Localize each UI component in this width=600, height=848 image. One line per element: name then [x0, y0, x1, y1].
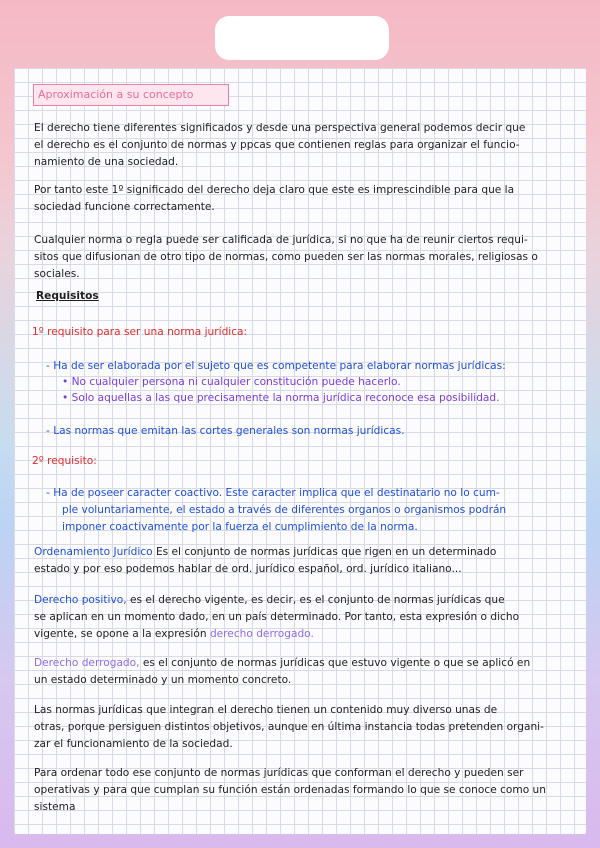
positivo-end-term: derecho derrogado.	[209, 628, 314, 640]
paragraph-1-line-2: el derecho es el conjunto de normas y ppcas que contienen reglas para organizar el funcio-	[34, 139, 520, 151]
positivo-line-3	[34, 626, 314, 643]
requirement-1-bullet: - Ha de ser elaborada por el sujeto que es competente para elaborar normas jurídicas:	[46, 360, 506, 372]
notes-content	[14, 68, 586, 834]
positivo-term: Derecho positivo,	[34, 594, 127, 606]
paragraph-5-line-1: Para ordenar todo ese conjunto de normas jurídicas que conforman el derecho y pueden ser	[34, 767, 524, 779]
paragraph-4-line-1: Las normas jurídicas que integran el derecho tienen un contenido muy diverso unas de	[34, 704, 498, 716]
derogado-definition: es el conjunto de normas jurídicas que estuvo vigente o que se aplicó en	[142, 657, 531, 669]
paragraph-4-line-2: otras, porque persiguen distintos objetivos, aunque en última instancia todas pretenden organi-	[34, 721, 544, 733]
positivo-line-3-text: vigente, se opone a la expresión	[34, 628, 207, 640]
paragraph-2-line-1: Por tanto este 1º significado del derecho deja claro que este es imprescindible para que la	[34, 184, 515, 196]
positivo-line-1	[34, 592, 505, 609]
requirement-2-line-3: imponer coactivamente por la fuerza el cumplimiento de la norma.	[62, 521, 418, 533]
page-title: Aproximación a su concepto	[38, 88, 194, 101]
requirement-1-note: - Las normas que emitan las cortes generales son normas jurídicas.	[46, 425, 405, 437]
requirement-1-subpoint-2: • Solo aquellas a las que precisamente la norma jurídica reconoce esa posibilidad.	[62, 392, 500, 404]
paragraph-3-line-3: sociales.	[34, 268, 80, 280]
derogado-line-2: un estado determinado y un momento concreto.	[34, 674, 292, 686]
requirement-2-line-2: ple voluntariamente, el estado a través de diferentes organos o organismos podrán	[62, 504, 507, 516]
requirement-2-label: 2º requisito:	[32, 455, 97, 467]
paragraph-4-line-3: zar el funcionamiento de la sociedad.	[34, 738, 233, 750]
ordenamiento-term: Ordenamiento Jurídico	[34, 546, 153, 558]
paragraph-2-line-2: sociedad funcione correctamente.	[34, 201, 215, 213]
positivo-line-2: se aplican en un momento dado, en un país determinado. Por tanto, esta expresión o dicho	[34, 611, 520, 623]
clipboard-clip	[215, 16, 389, 60]
positivo-definition: es el derecho vigente, es decir, es el conjunto de normas jurídicas que	[129, 594, 505, 606]
paragraph-1-line-3: namiento de una sociedad.	[34, 156, 179, 168]
derogado-line-1	[34, 655, 530, 672]
requirement-1-subpoint-1: • No cualquier persona ni cualquier constitución puede hacerlo.	[62, 376, 401, 388]
ordenamiento-line-2: estado y por eso podemos hablar de ord. jurídico español, ord. jurídico italiano...	[34, 563, 462, 575]
derogado-term: Derecho derrogado,	[34, 657, 140, 669]
requirement-1-label: 1º requisito para ser una norma jurídica:	[32, 326, 248, 338]
ordenamiento-line-1	[34, 544, 496, 561]
paragraph-3-line-2: sitos que difusionan de otro tipo de normas, como pueden ser las normas morales, religiosas o	[34, 251, 538, 263]
requisitos-heading: Requisitos	[36, 290, 99, 302]
requirement-2-line-1: - Ha de poseer caracter coactivo. Este caracter implica que el destinatario no lo cum-	[46, 487, 500, 499]
paragraph-3-line-1: Cualquier norma o regla puede ser calificada de jurídica, si no que ha de reunir ciertos requi-	[34, 234, 528, 246]
paragraph-5-line-2: operativas y para que cumplan su función están ordenadas formando lo que se conoce como un sistema	[34, 784, 546, 813]
paragraph-1-line-1: El derecho tiene diferentes significados y desde una perspectiva general podemos decir que	[34, 122, 526, 134]
ordenamiento-definition: Es el conjunto de normas jurídicas que rigen en un determinado	[155, 546, 497, 558]
